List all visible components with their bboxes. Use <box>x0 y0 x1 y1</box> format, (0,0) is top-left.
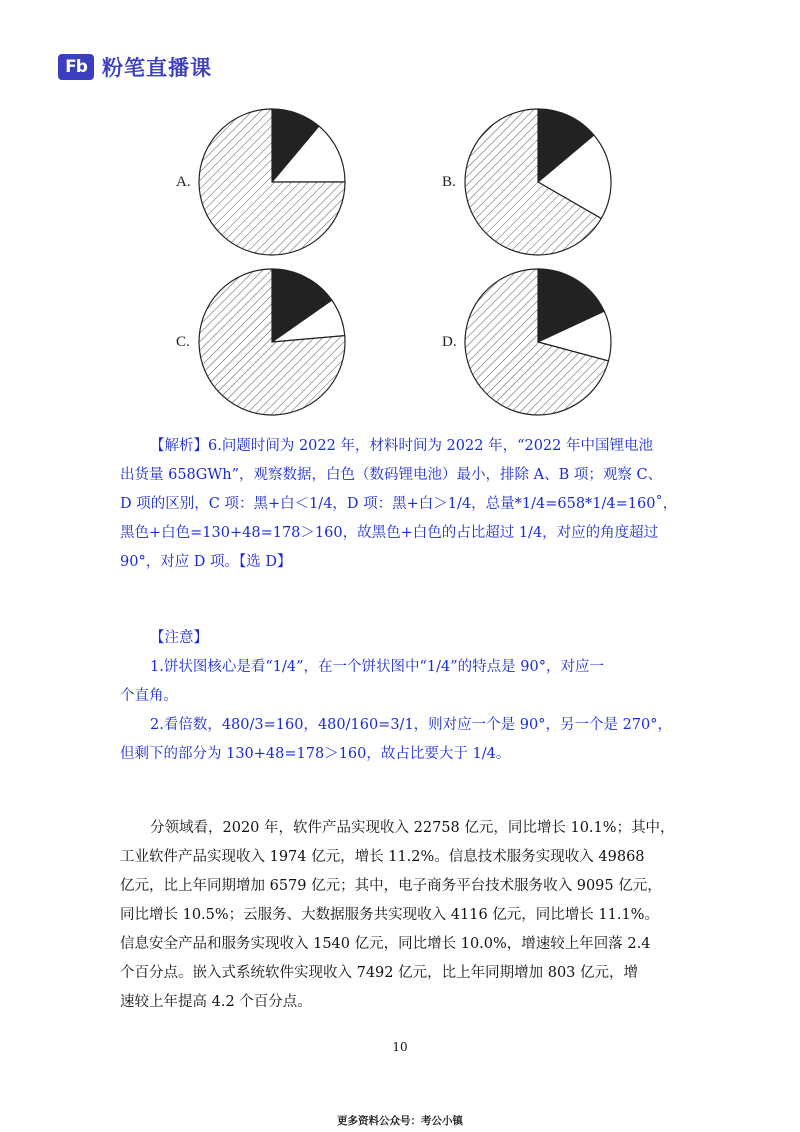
brand-name: 粉笔直播课 <box>102 56 212 80</box>
analysis-line: 黑色+白色=130+48=178＞160，故黑色+白色的占比超过 1/4，对应的角度超过 <box>120 525 659 541</box>
note-section <box>120 624 686 769</box>
body-line: 信息安全产品和服务实现收入 1540 亿元，同比增长 10.0%，增速较上年回落 2.4 <box>120 936 651 952</box>
body-line: 亿元，比上年同期增加 6579 亿元；其中，电子商务平台技术服务收入 9095 亿元， <box>120 878 662 894</box>
pie-option <box>442 109 611 255</box>
pie-option <box>176 109 345 255</box>
note-line: 个直角。 <box>120 688 178 704</box>
header <box>58 52 212 82</box>
analysis-line: 【解析】6.问题时间为 2022 年，材料时间为 2022 年，“2022 年中国锂电池 <box>150 438 653 454</box>
option-label: C. <box>176 334 190 350</box>
body-line: 工业软件产品实现收入 1974 亿元，增长 11.2%。信息技术服务实现收入 49868 <box>120 849 645 865</box>
brand-logo: Fb <box>58 54 94 80</box>
pie-options <box>0 100 800 420</box>
note-line: 但剩下的部分为 130+48=178＞160，故占比要大于 1/4。 <box>120 746 511 762</box>
analysis-section <box>120 432 686 577</box>
note-line: 2.看倍数，480/3=160，480/160=3/1，则对应一个是 90°，另一个是 270°， <box>150 717 673 733</box>
analysis-line: 出货量 658GWh”，观察数据，白色（数码锂电池）最小，排除 A、B 项；观察 C、 <box>120 467 663 483</box>
body-line: 同比增长 10.5%；云服务、大数据服务共实现收入 4116 亿元，同比增长 11.1%。 <box>120 907 659 923</box>
footer-text: 更多资料公众号：考公小镇 <box>337 1115 463 1127</box>
analysis-line: 90°，对应 D 项。【选 D】 <box>120 554 292 570</box>
option-label: A. <box>176 174 191 190</box>
body-line: 个百分点。嵌入式系统软件实现收入 7492 亿元，比上年同期增加 803 亿元，增 <box>120 965 639 981</box>
page-number: 10 <box>392 1040 408 1054</box>
option-label: D. <box>442 334 457 350</box>
body-line: 分领域看，2020 年，软件产品实现收入 22758 亿元，同比增长 10.1%；其中， <box>150 820 675 836</box>
pie-option <box>442 269 611 415</box>
pie-option <box>176 269 345 415</box>
analysis-line: D 项的区别，C 项：黑+白＜1/4，D 项：黑+白＞1/4，总量*1/4=658*1/4=160˚， <box>120 496 678 512</box>
note-title: 【注意】 <box>150 630 208 646</box>
option-label: B. <box>442 174 456 190</box>
body-section <box>120 814 686 1017</box>
note-line: 1.饼状图核心是看“1/4”，在一个饼状图中“1/4”的特点是 90°，对应一 <box>150 659 604 675</box>
body-line: 速较上年提高 4.2 个百分点。 <box>120 994 312 1010</box>
